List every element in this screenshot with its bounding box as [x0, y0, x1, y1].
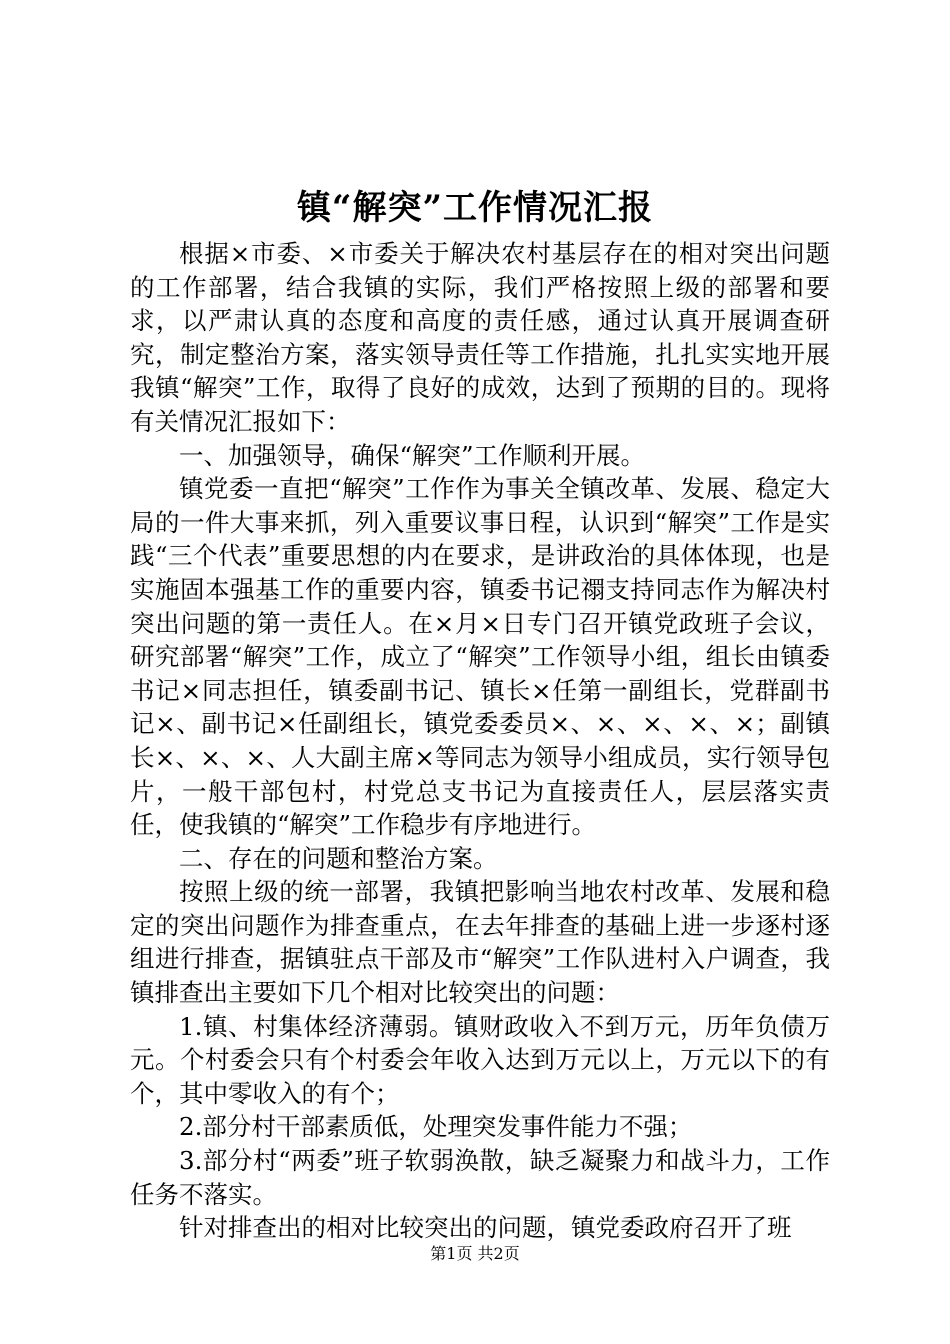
- page-footer: 第1页 共2页: [430, 1244, 520, 1263]
- paragraph-continued: 针对排查出的相对比较突出的问题，镇党委政府召开了班: [179, 1213, 792, 1243]
- paragraph-intro: 根据×市委、×市委关于解决农村基层存在的相对突出问题的工作部署，结合我镇的实际，我们严格按照上级的部署和要求，以严肃认真的态度和高度的责任感，通过认真开展调查研究，制定整治方案，落实领导责任等工作措施，扎扎实实地开展我镇“解突”工作，取得了良好的成效，达到了预期的目的。现将有关情况汇报如下：: [130, 239, 830, 436]
- list-item-1: 1.镇、村集体经济薄弱。镇财政收入不到万元，历年负债万元。个村委会只有个村委会年收入达到万元以上，万元以下的有个，其中零收入的有个；: [130, 1011, 830, 1108]
- list-item-2: 2.部分村干部素质低，处理突发事件能力不强；: [179, 1112, 693, 1142]
- list-item-3: 3.部分村“两委”班子软弱涣散，缺乏凝聚力和战斗力，工作任务不落实。: [130, 1146, 830, 1209]
- paragraph-section-2: 按照上级的统一部署，我镇把影响当地农村改革、发展和稳定的突出问题作为排查重点，在去年排查的基础上进一步逐村逐组进行排查，据镇驻点干部及市“解突”工作队进村入户调查，我镇排查出主要如下几个相对比较突出的问题：: [130, 877, 830, 1008]
- document-title: 镇“解突”工作情况汇报: [296, 188, 654, 228]
- document-body: [130, 237, 830, 1245]
- paragraph-section-1: 镇党委一直把“解突”工作作为事关全镇改革、发展、稳定大局的一件大事来抓，列入重要议事日程，认识到“解突”工作是实践“三个代表”重要思想的内在要求，是讲政治的具体体现，也是实施固本强基工作的重要内容，镇委书记禤支持同志作为解决村突出问题的第一责任人。在×月×日专门召开镇党政班子会议，研究部署“解突”工作，成立了“解突”工作领导小组，组长由镇委书记×同志担任，镇委副书记、镇长×任第一副组长，党群副书记×、副书记×任副组长，镇党委委员×、×、×、×、×；副镇长×、×、×、人大副主席×等同志为领导小组成员，实行领导包片，一般干部包村，村党总支书记为直接责任人，层层落实责任，使我镇的“解突”工作稳步有序地进行。: [130, 474, 830, 840]
- section-heading-2: 二、存在的问题和整治方案。: [179, 843, 498, 873]
- section-heading-1: 一、加强领导，确保“解突”工作顺利开展。: [179, 440, 646, 470]
